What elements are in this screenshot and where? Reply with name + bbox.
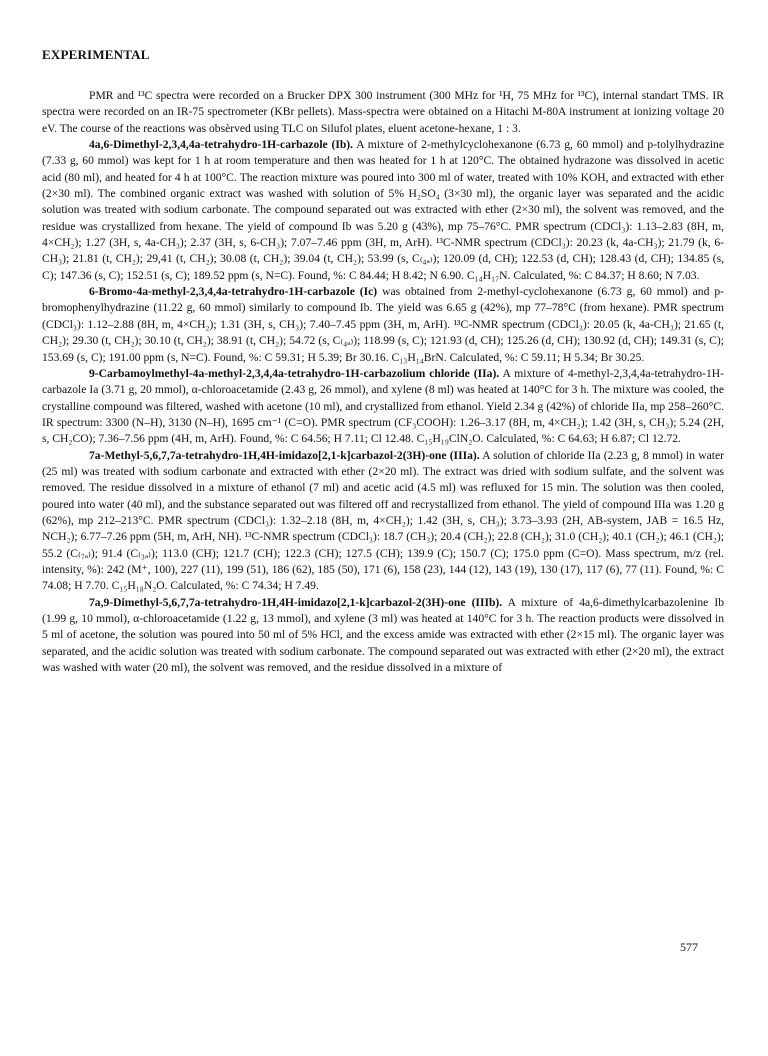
paragraph-compound-ic	[42, 284, 724, 366]
compound-title: 4a,6-Dimethyl-2,3,4,4a-tetrahydro-1H-carbazole (Ib).	[89, 138, 354, 152]
paragraph-compound-ib	[42, 137, 724, 284]
paragraph-text: A mixture of 4-methyl-2,3,4,4a-tetrahydro-1H-carbazole Ia (3.71 g, 20 mmol), α-chloroacetamide (2.43 g, 26 mmol), and xylene (8 ml) was heated at 140°C for 3 h. The mixture was cooled, the crystalline compound was filtered, washed with acetone (10 ml), and crystallized from ethanol. Yield 2.34 g (42%) of chloride IIa, mp 258–260°C. IR spectrum: 3300 (N–H), 3130 (N–H), 1695 cm⁻¹ (C=O). PMR spectrum (CF₃COOH): 1.26–3.17 (8H, m, 4×CH₂); 1.42 (3H, s, CH₃); 5.24 (2H, s, CH₂CO); 7.36–7.56 ppm (4H, m, ArH). Found, %: C 64.56; H 7.11; Cl 12.48. C₁₅H₁₉ClN₂O. Calculated, %: C 64.63; H 6.87; Cl 12.72.	[42, 366, 724, 446]
paragraph-text: was obtained from 2-methyl-cyclohexanone (6.73 g, 60 mmol) and p-bromophenylhydrazine (11.22 g, 60 mmol) similarly to compound Ib. The yield was 6.65 g (42%), mp 77–78°C (from hexane). PMR spectrum (CDCl₃): 1.12–2.88 (8H, m, 4×CH₂); 1.31 (3H, s, CH₃); 7.40–7.45 ppm (3H, m, ArH). ¹³C-NMR spectrum (CDCl₃): 20.05 (k, 4a-CH₃); 21.65 (t, CH₂); 29.30 (t, CH₂); 30.10 (t, CH₂); 38.91 (t, CH₂); 54.72 (s, C₍₄ₐ₎); 118.99 (s, C); 121.93 (d, CH); 125.26 (d, CH); 130.92 (d, CH); 149.31 (s, C); 153.69 (s, C); 191.00 ppm (s, N=C). Found, %: C 59.31; H 5.39; Br 30.16. C₁₃H₁₄BrN. Calculated, %: C 59.11; H 5.34; Br 30.25.	[42, 285, 724, 364]
compound-title: 9-Carbamoylmethyl-4a-methyl-2,3,4,4a-tetrahydro-1H-carbazolium chloride (IIa).	[89, 366, 500, 380]
body-text	[42, 88, 724, 676]
paragraph-text: A mixture of 2-methylcyclohexanone (6.73 g, 60 mmol) and p-tolylhydrazine (7.33 g, 60 mmol) was kept for 1 h at room temperature and then was heated for 1 h at 120°C. The obtained hydrazone was dissolved in acetic acid (80 ml), and heated for 4 h at 100°C. The reaction mixture was poured into 300 ml of water, treated with 10% KOH, and extracted with ether (2×30 ml). The combined organic extract was washed with solution of 5% H₂SO₄ (3×30 ml), the organic layer was separated and the acidic solution was treated with sodium carbonate. The compound separated out was extracted with ether (2×30 ml), the solvent was removed, and the residue was crystallized from hexane. The yield of compound Ib was 5.20 g (43%), mp 75–76°C. PMR spectrum (CDCl₃): 1.13–2.83 (8H, m, 4×CH₂); 1.27 (3H, s, 4a-CH₃); 2.37 (3H, s, 6-CH₃); 7.07–7.46 ppm (3H, m, ArH). ¹³C-NMR spectrum (CDCl₃): 20.23 (k, 4a-CH₃); 21.79 (k, 6-CH₃); 21.81 (t, CH₂); 29,41 (t, CH₂); 30.08 (t, CH₂); 39.04 (t, CH₂); 53.99 (s, C₍₄ₐ₎); 120.09 (d, CH); 122.53 (d, CH); 128.43 (d, CH); 134.85 (s, C); 147.36 (s, C); 152.51 (s, C); 189.52 ppm (s, N=C). Found, %: C 84.44; H 8.42; N 6.90. C₁₄H₁₇N. Calculated, %: C 84.37; H 8.60; N 7.03.	[42, 138, 724, 282]
compound-title: 7a-Methyl-5,6,7,7a-tetrahydro-1H,4H-imidazo[2,1-k]carbazol-2(3H)-one (IIIa).	[89, 448, 480, 462]
paragraph-compound-iiib	[42, 595, 724, 677]
paragraph-compound-iiia	[42, 448, 724, 595]
paragraph-compound-iia	[42, 366, 724, 448]
paragraph-text: PMR and ¹³C spectra were recorded on a Brucker DPX 300 instrument (300 MHz for ¹H, 75 MHz for ¹³C), internal standart TMS. IR spectra were recorded on an IR-75 spectrometer (KBr pellets). Mass-spectra were obtained on a Hitachi M-80A instrument at ionizing voltage 20 eV. The course of the reactions was obsèrved using TLC on Silufol plates, eluent acetone-hexane, 1 : 3.	[42, 89, 724, 135]
paragraph-intro	[42, 88, 724, 137]
paragraph-text: A mixture of 4a,6-dimethylcarbazolenine Ib (1.99 g, 10 mmol), α-chloroacetamide (1.22 g, 13 mmol), and xylene (3 ml) was heated at 140°C for 3 h. The reaction products were dissolved in 5 ml of acetone, the solution was poured into 50 ml of 5% HCl, and the excess amide was extracted with ether (2×15 ml). The organic layer was separated, and the acidic solution was treated with sodium carbonate. The compound separated out was extracted with ether (2×20 ml), the extract was washed with water (20 ml), the solvent was removed, and the residue dissolved in a mixture of	[42, 595, 724, 675]
page-number: 577	[680, 940, 698, 954]
section-heading: EXPERIMENTAL	[42, 47, 150, 62]
compound-title: 7a,9-Dimethyl-5,6,7,7a-tetrahydro-1H,4H-imidazo[2,1-k]carbazol-2(3H)-one (IIIb).	[89, 595, 503, 609]
compound-title: 6-Bromo-4a-methyl-2,3,4,4a-tetrahydro-1H-carbazole (Ic)	[89, 285, 378, 299]
paragraph-text: A solution of chloride IIa (2.23 g, 8 mmol) in water (25 ml) was treated with sodium carbonate and extracted with ether (2×20 ml). The extract was dried with sodium sulfate, and the solvent was removed. The residue dissolved in a mixture of ethanol (7 ml) and acetic acid (4.5 ml) was refluxed for 15 min. The solution was then cooled, poured into water (40 ml), and the substance separated out was filtered off and recrystallized from ethanol. The yield of compound IIIa was 1.20 g (62%), mp 212–213°C. PMR spectrum (CDCl₃): 1.32–2.18 (8H, m, 4×CH₂); 1.42 (3H, s, CH₃); 3.73–3.93 (2H, AB-system, JAB = 16.5 Hz, NCH₂); 6.77–7.26 ppm (5H, m, ArH, NH). ¹³C-NMR spectrum (CDCl₃): 18.7 (CH₃); 20.4 (CH₂); 22.8 (CH₂); 31.0 (CH₂); 40.1 (CH₂); 46.1 (CH₂); 55.2 (C₍₇ₐ₎); 91.4 (C₍₃ₐ₎); 113.0 (CH); 121.7 (CH); 122.3 (CH); 127.5 (CH); 139.9 (C); 150.7 (C); 175.0 ppm (C=O). Mass spectrum, m/z (rel. intensity, %): 242 (M⁺, 100), 227 (11), 199 (51), 186 (62), 185 (50), 171 (6), 158 (23), 144 (12), 143 (19), 130 (17), 117 (6), 77 (11). Found, %: C 74.08; H 7.70. C₁₅H₁₈N₂O. Calculated, %: C 74.34; H 7.49.	[42, 448, 724, 593]
